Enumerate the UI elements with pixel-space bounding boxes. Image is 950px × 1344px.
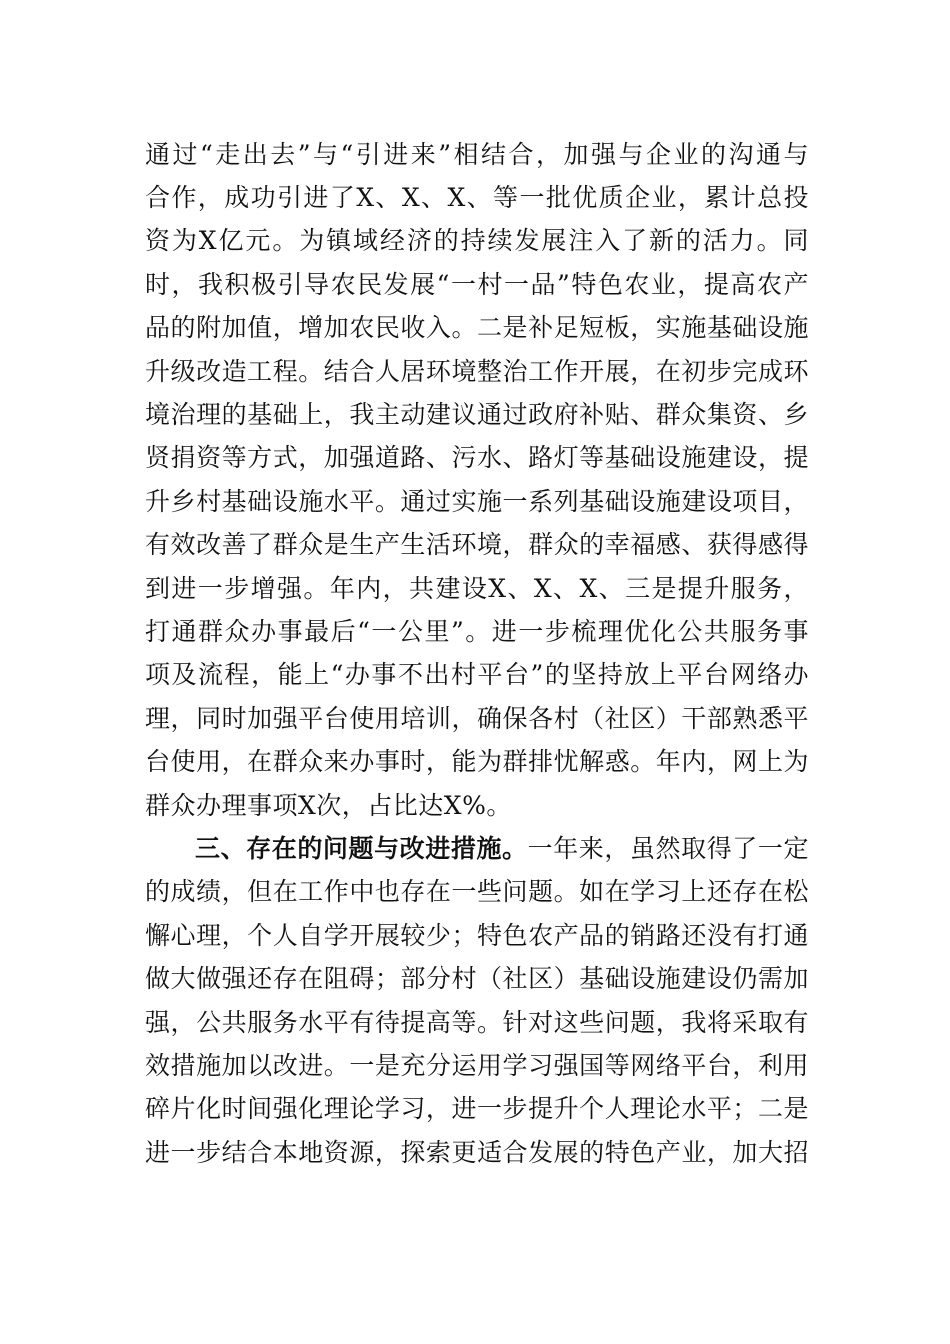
- text-line: 通过“走出去”与“引进来”相结合，加强与企业的沟通与: [145, 140, 809, 169]
- text-line: 的成绩，但在工作中也存在一些问题。如在学习上还存在松: [145, 877, 809, 906]
- text-line: 理，同时加强平台使用培训，确保各村（社区）干部熟悉平: [145, 704, 809, 733]
- text-line: 合作，成功引进了X、X、X、等一批优质企业，累计总投: [145, 183, 809, 212]
- text-line: 升级改造工程。结合人居环境整治工作开展，在初步完成环: [145, 357, 809, 386]
- text-line: 打通群众办事最后“一公里”。进一步梳理优化公共服务事: [145, 617, 809, 646]
- text-line: 有效改善了群众是生产生活环境，群众的幸福感、获得感得: [145, 530, 809, 559]
- text-line: 进一步结合本地资源，探索更适合发展的特色产业，加大招: [145, 1138, 809, 1167]
- text-line: 效措施加以改进。一是充分运用学习强国等网络平台，利用: [145, 1051, 809, 1080]
- text-line: 强，公共服务水平有待提高等。针对这些问题，我将采取有: [145, 1008, 809, 1037]
- text-line: 碎片化时间强化理论学习，进一步提升个人理论水平；二是: [145, 1094, 809, 1123]
- text-line: 贤捐资等方式，加强道路、污水、路灯等基础设施建设，提: [145, 443, 809, 472]
- section-heading: 三、存在的问题与改进措施。: [195, 834, 528, 863]
- text-line: 升乡村基础设施水平。通过实施一系列基础设施建设项目，: [145, 487, 809, 516]
- text-line: 境治理的基础上，我主动建议通过政府补贴、群众集资、乡: [145, 400, 809, 429]
- section-first-line-rest: 一年来，虽然取得了一定: [527, 834, 809, 863]
- text-line: 做大做强还存在阻碍；部分村（社区）基础设施建设仍需加: [145, 964, 809, 993]
- text-line: 品的附加值，增加农民收入。二是补足短板，实施基础设施: [145, 313, 809, 342]
- section-first-line: [195, 834, 809, 864]
- text-line: 台使用，在群众来办事时，能为群排忧解惑。年内，网上为: [145, 747, 809, 776]
- text-line: 资为X亿元。为镇域经济的持续发展注入了新的活力。同: [145, 226, 809, 255]
- text-line: 懈心理，个人自学开展较少；特色农产品的销路还没有打通: [145, 921, 809, 950]
- text-line: 群众办理事项X次，占比达X%。: [145, 791, 512, 820]
- text-line: 项及流程，能上“办事不出村平台”的坚持放上平台网络办: [145, 660, 809, 689]
- text-line: 到进一步增强。年内，共建设X、X、X、三是提升服务，: [145, 574, 809, 603]
- text-line: 时，我积极引导农民发展“一村一品”特色农业，提高农产: [145, 270, 809, 299]
